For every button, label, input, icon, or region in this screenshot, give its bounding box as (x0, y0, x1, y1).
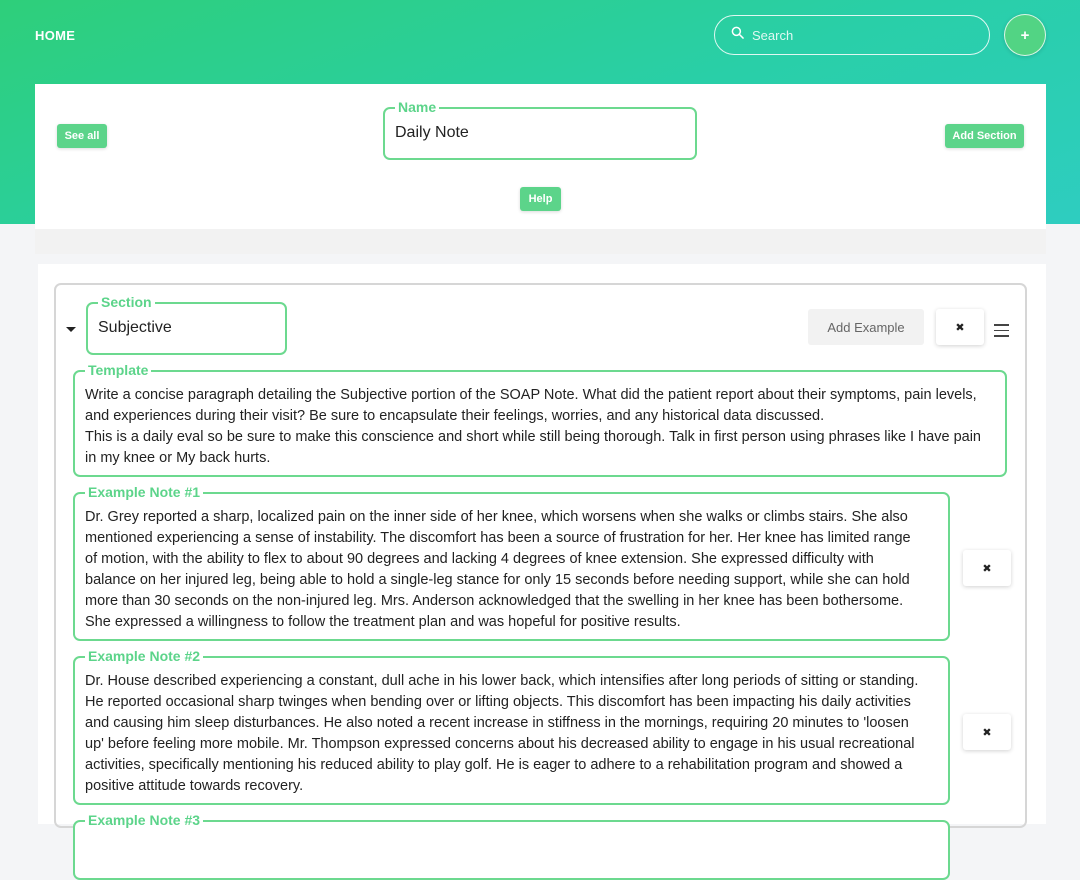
name-field[interactable] (383, 99, 697, 160)
example-legend: Example Note #3 (85, 811, 203, 829)
close-icon: ✖ (982, 562, 992, 575)
home-link[interactable]: HOME (35, 28, 76, 43)
search-box[interactable] (714, 15, 990, 55)
section-input[interactable]: Subjective (98, 319, 172, 336)
example-note-2[interactable] (73, 648, 950, 805)
divider-band (35, 229, 1046, 254)
add-note-button[interactable]: + (1004, 14, 1046, 56)
close-icon: ✖ (982, 726, 992, 739)
help-button[interactable]: Help (520, 187, 561, 211)
collapse-caret-icon[interactable] (66, 327, 76, 332)
see-all-button[interactable]: See all (57, 124, 107, 148)
add-section-button[interactable]: Add Section (945, 124, 1024, 148)
delete-example-1-button[interactable] (963, 550, 1011, 586)
name-input[interactable]: Daily Note (395, 124, 469, 141)
section-legend: Section (98, 293, 155, 311)
add-example-button[interactable]: Add Example (808, 309, 924, 345)
template-legend: Template (85, 361, 151, 379)
example-legend: Example Note #1 (85, 483, 203, 501)
example-note-1[interactable] (73, 484, 950, 641)
search-icon (731, 26, 744, 44)
example-legend: Example Note #2 (85, 647, 203, 665)
close-icon: ✖ (955, 321, 965, 334)
example-note-3[interactable] (73, 812, 950, 880)
template-text[interactable]: Write a concise paragraph detailing the Subjective portion of the SOAP Note. What did the patient report about their symptoms, pain levels, and experiences during their visit? Be sure to encapsulate their feelings, worries, and any historical data discussed. This is a daily eval so be sure to make this conscience and short while still being thorough. Talk in first person using phrases like I have pain in my knee or My back hurts. (85, 387, 981, 466)
example-text[interactable]: Dr. Grey reported a sharp, localized pain on the inner side of her knee, which worsens when she walks or climbs stairs. She also mentioned experiencing a sense of instability. The discomfort has been a source of frustration for her. Her knee has limited range of motion, with the ability to flex to about 90 degrees and lacking 4 degrees of knee extension. She expressed difficulty with balance on her injured leg, being able to hold a single-leg stance for only 15 seconds before needing support, while she can hold more than 30 seconds on the non-injured leg. Mrs. Anderson acknowledged that the swelling in her knee has been bothersome. She expressed a willingness to follow the treatment plan and was hopeful for positive results. (85, 509, 911, 630)
drag-handle-icon[interactable] (994, 324, 1009, 338)
example-text[interactable]: Dr. House described experiencing a constant, dull ache in his lower back, which intensifies after long periods of sitting or standing. He reported occasional sharp twinges when bending over or lifting objects. This discomfort has been impacting his daily activities and causing him sleep disturbances. He also noted a recent increase in stiffness in the mornings, requiring 20 minutes to 'loosen up' before feeling more mobile. Mr. Thompson expressed concerns about his decreased ability to engage in his usual recreational activities, specifically mentioning his reduced ability to play golf. He is eager to adhere to a rehabilitation program and showed a positive attitude towards recovery. (85, 673, 919, 794)
search-input[interactable] (752, 28, 972, 43)
section-field[interactable] (86, 294, 287, 355)
delete-section-button[interactable] (936, 309, 984, 345)
template-field[interactable] (73, 362, 1007, 477)
delete-example-2-button[interactable] (963, 714, 1011, 750)
name-legend: Name (395, 98, 439, 116)
